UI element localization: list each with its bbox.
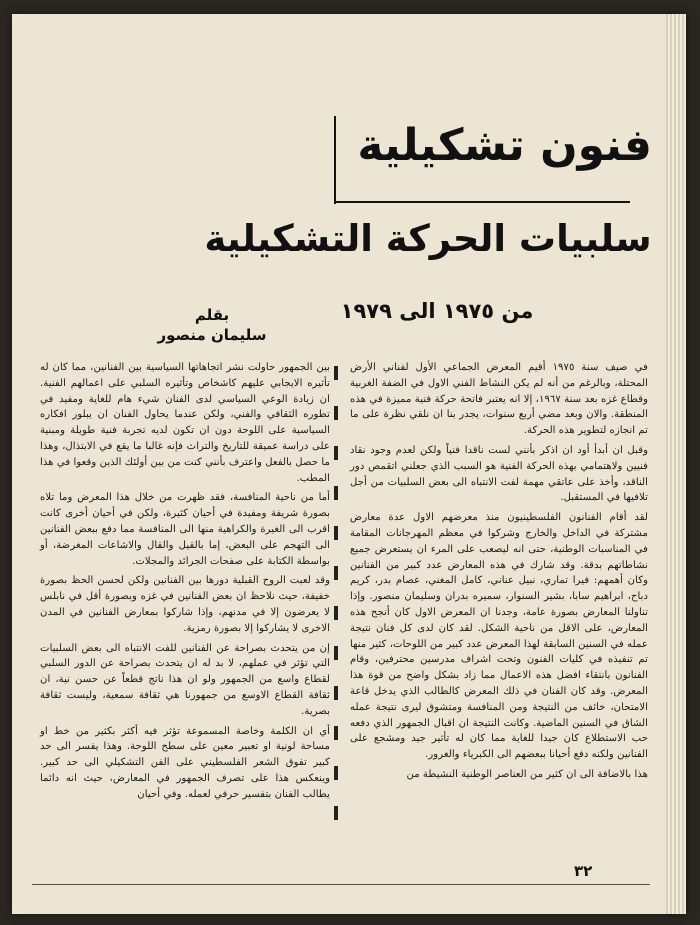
- heading-frame-horizontal-rule: [334, 201, 630, 203]
- section-title: فنون تشكيلية: [357, 120, 652, 171]
- paragraph: في صيف سنة ١٩٧٥ أقيم المعرض الجماعي الأول لفناني الأرض المحتلة، وبالرغم من أنه لم يكن النشاط الفني الاول في الضفة الغربية وقطاع غزه بعد سنة ١٩٦٧، إلا انه يعتبر فاتحة حركة فنية مميزة في هذه المنطقة. والان وبعد مضي أربع سنوات، يجدر بنا ان نلقي نظرة على ما تم انجازه لتطوير هذه الحركة.: [350, 362, 649, 437]
- article-column-left: [40, 360, 330, 807]
- magazine-page: [12, 14, 686, 914]
- page-stack-edge: [666, 14, 686, 914]
- article-period: من ١٩٧٥ الى ١٩٧٩: [340, 299, 534, 323]
- paragraph: أما من ناحية المنافسة، فقد ظهرت من خلال هذا المعرض وما تلاه بصورة شريفة ومفيدة في أحيان كثيرة، ولكن في أحيان أخرى كانت اقرب الى الغيرة والكراهية منها الى المنافسة مما دفع ببعض الفنانين الى التهجم على البعض، إما بالقيل والقال والاشاعات المغرضة، أو بواسطة الكتابة على صفحات الجرائد والمجلات.: [40, 492, 330, 567]
- paragraph: وقبل ان أبدأ أود ان اذكر بأنني لست ناقدا فنياً ولكن لعدم وجود نقاد فنيين ولاهتمامي بهذه الحركة الفنية هو السبب الذي جعلني اتقمص دور الناقد، وأخذ على عاتقي مهمة لفت الانتباه الى بعض السلبيات من أجل تلافيها في المستقبل.: [350, 444, 648, 504]
- paragraph: هذا بالاضافة الى ان كثير من العناصر الوطنية النشيطة من: [406, 768, 648, 780]
- heading-frame-vertical-rule: [334, 116, 336, 204]
- paragraph: بين الجمهور حاولت نشر اتجاهاتها السياسية بين الفنانين، مما كان له تأثيره الايجابي عليهم كاشخاص وتأثيره السلبي على اعمالهم الفنية. ان زيادة الوعي السياسي لدى الفنان شيء هام للغاية ومفيد في تطوره الثقافي والفني، ولكن عندما يحاول الفنان ان يبلور افكاره السياسية على اللوحة دون ان تكون لديه تجربة فنية طويلة ومبنية على دراسة عميقة للتاريخ والتراث فإنه غالبا ما يقع في الابتذال، وهذا ما حصل بالفعل واعترف بأنني كنت من بين أولئك الذين وقعوا في هذا المطب.: [40, 362, 330, 484]
- page-number: ٣٢: [574, 862, 593, 880]
- article-column-right: [350, 360, 648, 787]
- paragraph: أي ان الكلمة وخاصة المسموعة تؤثر فيه أكثر بكثير من خط او مساحة لونية او تعبير معين على سطح اللوحة. وهذا يفسر الى حد كبير تفوق الشعر الفلسطيني على الفن التشكيلي الى حد كبير. وينعكس هذا على تصرف الجمهور في المعارض، حيث انه دائما يطالب الفنان بتفسير حرفي لعمله. وفي أحيان: [40, 725, 330, 800]
- paragraph: إن من يتحدث بصراحة عن الفنانين للفت الانتباه الى بعض السلبيات التي تؤثر في عملهم، لا بد له ان يتحدث بصراحة عن الدور السلبي لقطاع واسع من الجمهور ولو ان هذا ناتج قطعاً عن حسن نية، ان ثقافة القطاع الاوسع من جمهورنا هي ثقافة سمعية، وليست ثقافة بصرية.: [40, 642, 330, 717]
- column-divider: [334, 366, 338, 846]
- author-name: سليمان منصور: [157, 326, 267, 344]
- article-title: سلبيات الحركة التشكيلية: [204, 217, 652, 260]
- byline: [152, 306, 272, 344]
- paragraph: لقد أقام الفنانون الفلسطينيون منذ معرضهم الاول عدة معارض مشتركة في الداخل والخارج وشركوا في معظم المهرجانات المقامة في المناسبات الوطنية، حتى انه ليصعب على المرء ان يستعرض جميع نشاطاتهم بدقة. وقد شارك في هذه المعارض عدد كبير من الفنانين وكان أهمهم: فيرا تماري، نبيل عناني، كامل المغني، عصام بدر، كريم دباح، ابراهيم سابا، بشير السنوار، سميره بدران وسليمان منصور. وإذا تناولنا المعارض بصورة عامة، وجدنا ان المعرض الاول كان أنجح هذه المعارض، على الاقل من ناحية الشكل. لقد كان لدى كل فنان نتيجة عمله في السنين السابقة لهذا المعرض عدد كبير من اللوحات، كثير منها تم تنفيذه في كليات الفنون وتحت اشراف مدرسين محترفين، وقام الفنانون بانتقاء افضل هذه الاعمال مما زاد بشكل واضح من قوة هذا المعرض. وقد كان الفنان في ذلك المعرض كالطالب الذي يدخل قاعة الامتحان، خائف من النتيجة ومن المنافسة ومتشوق ليرى نتيجة عمله الشاق في السنين الماضية. وكانت النتيجة ان اقبال الجمهور الذي دفعه حب الاستطلاع كان جيدا للغاية مما كان له تأثير جيد ومشجع على الفنانين ولكنه دفع أحيانا ببعضهم الى الكبرياء والغرور.: [350, 512, 648, 761]
- footer-rule: [32, 884, 650, 885]
- byline-prefix: بقلم: [194, 306, 230, 324]
- paragraph: وقد لعبت الروح القبلية دورها بين الفنانين ولكن لحسن الحظ بصورة خفيفة، حيث نلاحظ ان بعض الفنانين في غزه وبصورة أقل في نابلس لا يعرضون إلا في مدنهم، وإذا شاركوا بمعارض الفنانين في المدن الاخرى لا يشاركوا إلا بصورة رمزية.: [40, 575, 330, 634]
